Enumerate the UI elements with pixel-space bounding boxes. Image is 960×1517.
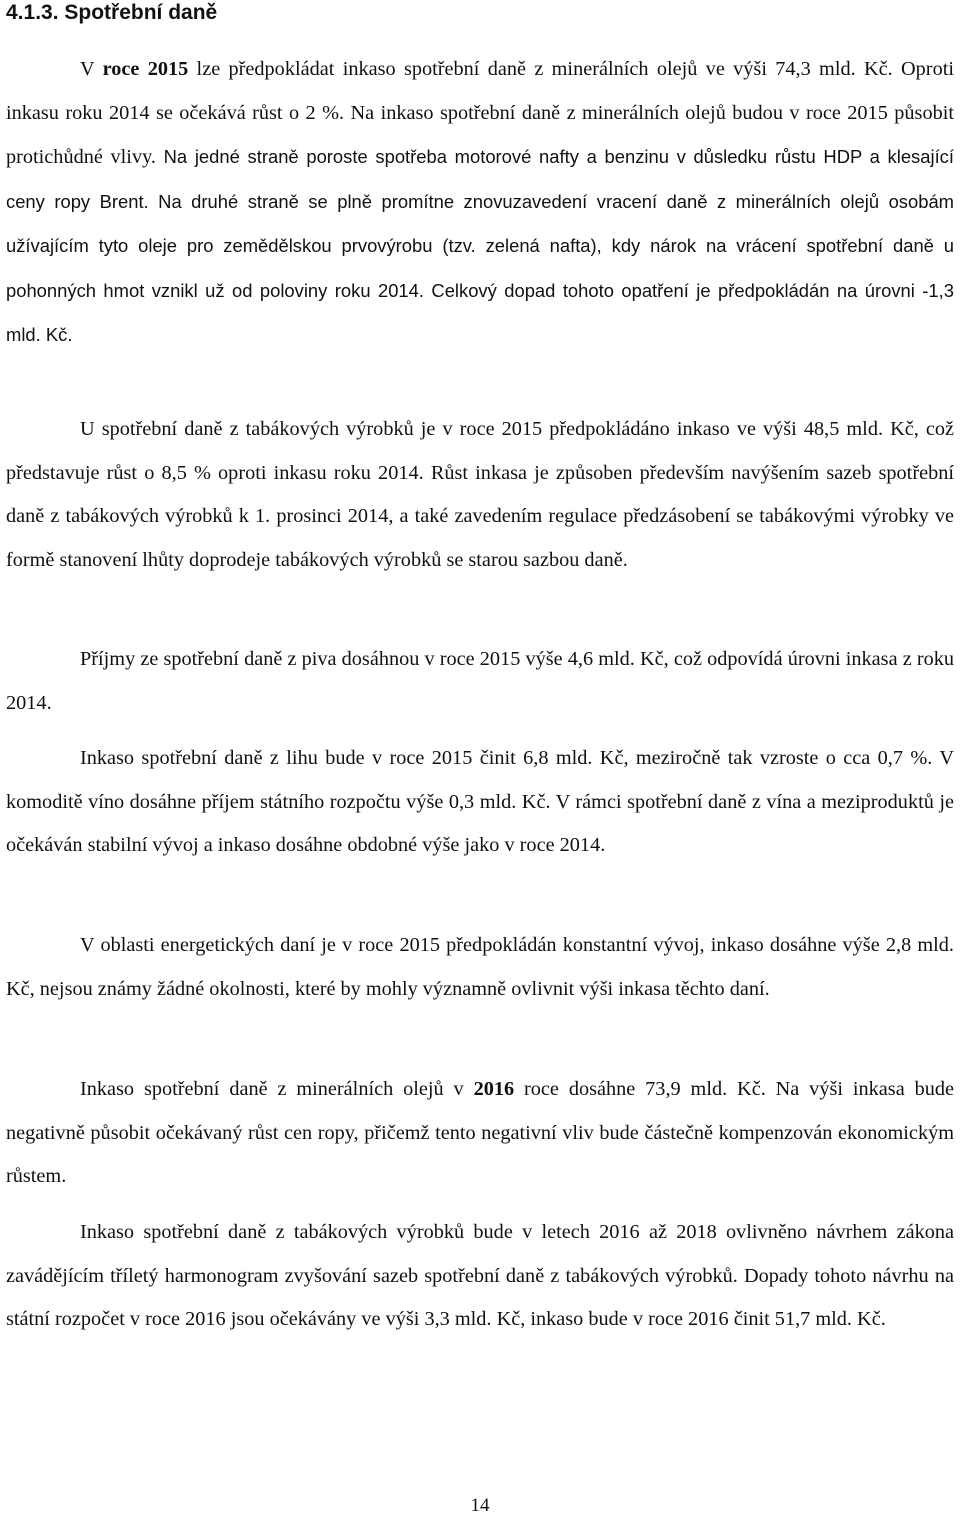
paragraph-tobacco-2015: U spotřební daně z tabákových výrobků je v roce 2015 předpokládáno inkaso ve výši 48,5 mld. Kč, což představuje růst o 8,5 % oproti inkasu roku 2014. Růst inkasa je způsoben především navýšením sazeb spotřební daně z tabákových výrobků k 1. prosinci 2014, a také zavedením regulace předzásobení se tabákovými výrobky ve formě stanovení lhůty doprodeje tabákových výrobků se starou sazbou daně. (6, 418, 954, 571)
p1-part-3 (139, 58, 147, 80)
p1-part-1: V (80, 58, 103, 80)
p6-bold-2016: 2016 (473, 1078, 515, 1100)
p1-bold-roce: roce (102, 58, 140, 80)
section-heading: 4.1.3. Spotřební daně (6, 1, 218, 24)
page-number: 14 (470, 1495, 490, 1516)
paragraph-mineral-oils-2016 (6, 1068, 954, 1199)
p1-part-5: lze předpokládat inkaso spotřební daně z minerálních olejů ve výši 74,3 mld. Kč. Oproti inkasu roku 2014 se očekává růst o 2 %. Na inkaso spotřební daně z minerálních olejů budou v roce 2015 působit protichůdné vlivy. (6, 58, 954, 168)
paragraph-spirits-wine-2015: Inkaso spotřební daně z lihu bude v roce 2015 činit 6,8 mld. Kč, meziročně tak vzroste o cca 0,7 %. V komoditě víno dosáhne příjem státního rozpočtu výše 0,3 mld. Kč. V rámci spotřební daně z vína a meziproduktů je očekáván stabilní vývoj a inkaso dosáhne obdobné výše jako v roce 2014. (6, 747, 954, 856)
paragraph-energy-taxes-2015: V oblasti energetických daní je v roce 2015 předpokládán konstantní vývoj, inkaso dosáhne výše 2,8 mld. Kč, nejsou známy žádné okolnosti, které by mohly významně ovlivnit výši inkasa těchto daní. (6, 934, 954, 1000)
p6-part-1: Inkaso spotřební daně z minerálních olejů v (80, 1078, 474, 1100)
p1-sans-text: Na jedné straně poroste spotřeba motorové nafty a benzinu v důsledku růstu HDP a klesající ceny ropy Brent. Na druhé straně se plně promítne znovuzavedení vracení daně z minerálních olejů osobám užívajícím tyto oleje pro zemědělskou prvovýrobu (tzv. zelená nafta), kdy nárok na vrácení spotřební daně u pohonných hmot vznikl už od poloviny roku 2014. Celkový dopad tohoto opatření je předpokládán na úrovni -1,3 mld. Kč. (6, 146, 954, 345)
p1-bold-2015: 2015 (147, 58, 189, 80)
paragraph-mineral-oils-2015 (6, 48, 954, 358)
paragraph-beer-2015: Příjmy ze spotřební daně z piva dosáhnou v roce 2015 výše 4,6 mld. Kč, což odpovídá úrovni inkasa z roku 2014. (6, 648, 954, 714)
paragraph-tobacco-2016-2018: Inkaso spotřební daně z tabákových výrobků bude v letech 2016 až 2018 ovlivněno návrhem zákona zavádějícím tříletý harmonogram zvyšování sazeb spotřební daně z tabákových výrobků. Dopady tohoto návrhu na státní rozpočet v roce 2016 jsou očekávány ve výši 3,3 mld. Kč, inkaso bude v roce 2016 činit 51,7 mld. Kč. (6, 1221, 954, 1330)
p6-part-3: roce dosáhne 73,9 mld. Kč. Na výši inkasa bude negativně působit očekávaný růst cen ropy, přičemž tento negativní vliv bude částečně kompenzován ekonomickým růstem. (6, 1078, 955, 1187)
